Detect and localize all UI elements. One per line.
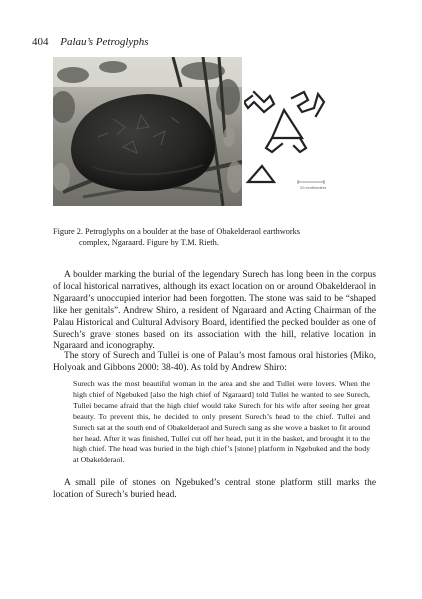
running-header (32, 36, 149, 48)
page-number: 404 (32, 36, 49, 48)
petroglyph-drawing-figure (244, 88, 326, 191)
petroglyph-zigzag-left (244, 92, 274, 112)
petroglyph-zigzag-right (292, 92, 324, 116)
boulder-photo-illustration (53, 57, 242, 206)
petroglyph-line-drawing (244, 88, 326, 191)
caption-line-2: complex, Ngaraard. Figure by T.M. Rieth. (79, 238, 219, 247)
petroglyph-triangle-upper (272, 110, 302, 138)
boulder-photograph (53, 57, 242, 206)
figure-caption (53, 226, 353, 248)
running-title: Palau’s Petroglyphs (60, 36, 149, 48)
scale-bar-label: 20 centimeters (300, 185, 326, 190)
body-paragraph-2: The story of Surech and Tullei is one of Palau’s most famous oral histories (Miko, Holyoak and Gibbons 2000: 38-40). As told by Andrew Shiro: (53, 351, 376, 373)
body-paragraph-3: A small pile of stones on Ngebuked’s central stone platform still marks the location of Surech’s buried head. (53, 478, 376, 500)
oral-history-quote: Surech was the most beautiful woman in the area and she and Tullei were lovers. When the high chief of Ngebuked [also the high chief of Ngaraard] told Tullei he wanted to see Surech, Tullei became afraid that the high chief would take Surech for his wife after seeing her great beauty. To prevent this, he decided to only present Surech’s head to the chief. Tullei and Surech sat at the south end of Obakelderaol and Surech sang as she wove a basket to fit around her head. After it was finished, Tullei cut off her head, put it in the basket, and brought it to the high chief. The head was buried in the high chief’s [stone] platform in Ngebuked and the body at Obakelderaol. (73, 379, 370, 465)
petroglyph-hook-right (294, 138, 306, 152)
body-paragraph-1: A boulder marking the burial of the legendary Surech has long been in the corpus of local historical narratives, although its exact location on or around Obakelderaol in Ngaraard’s unoccupied interior had been forgotten. The stone was said to be “shaped like her genitals”. Andrew Shiro, a resident of Ngaraard and Acting Chairman of the Palau Historical and Cultural Advisory Board, identified the pecked boulder as one of Surech’s grave stones based on its association with the hill, relative location in Ngaraard and iconography. (53, 270, 376, 352)
petroglyph-hook-left (266, 138, 282, 152)
petroglyph-triangle-lower (248, 166, 274, 182)
caption-line-1: Figure 2. Petroglyphs on a boulder at the base of Obakelderaol earthworks (53, 227, 300, 236)
